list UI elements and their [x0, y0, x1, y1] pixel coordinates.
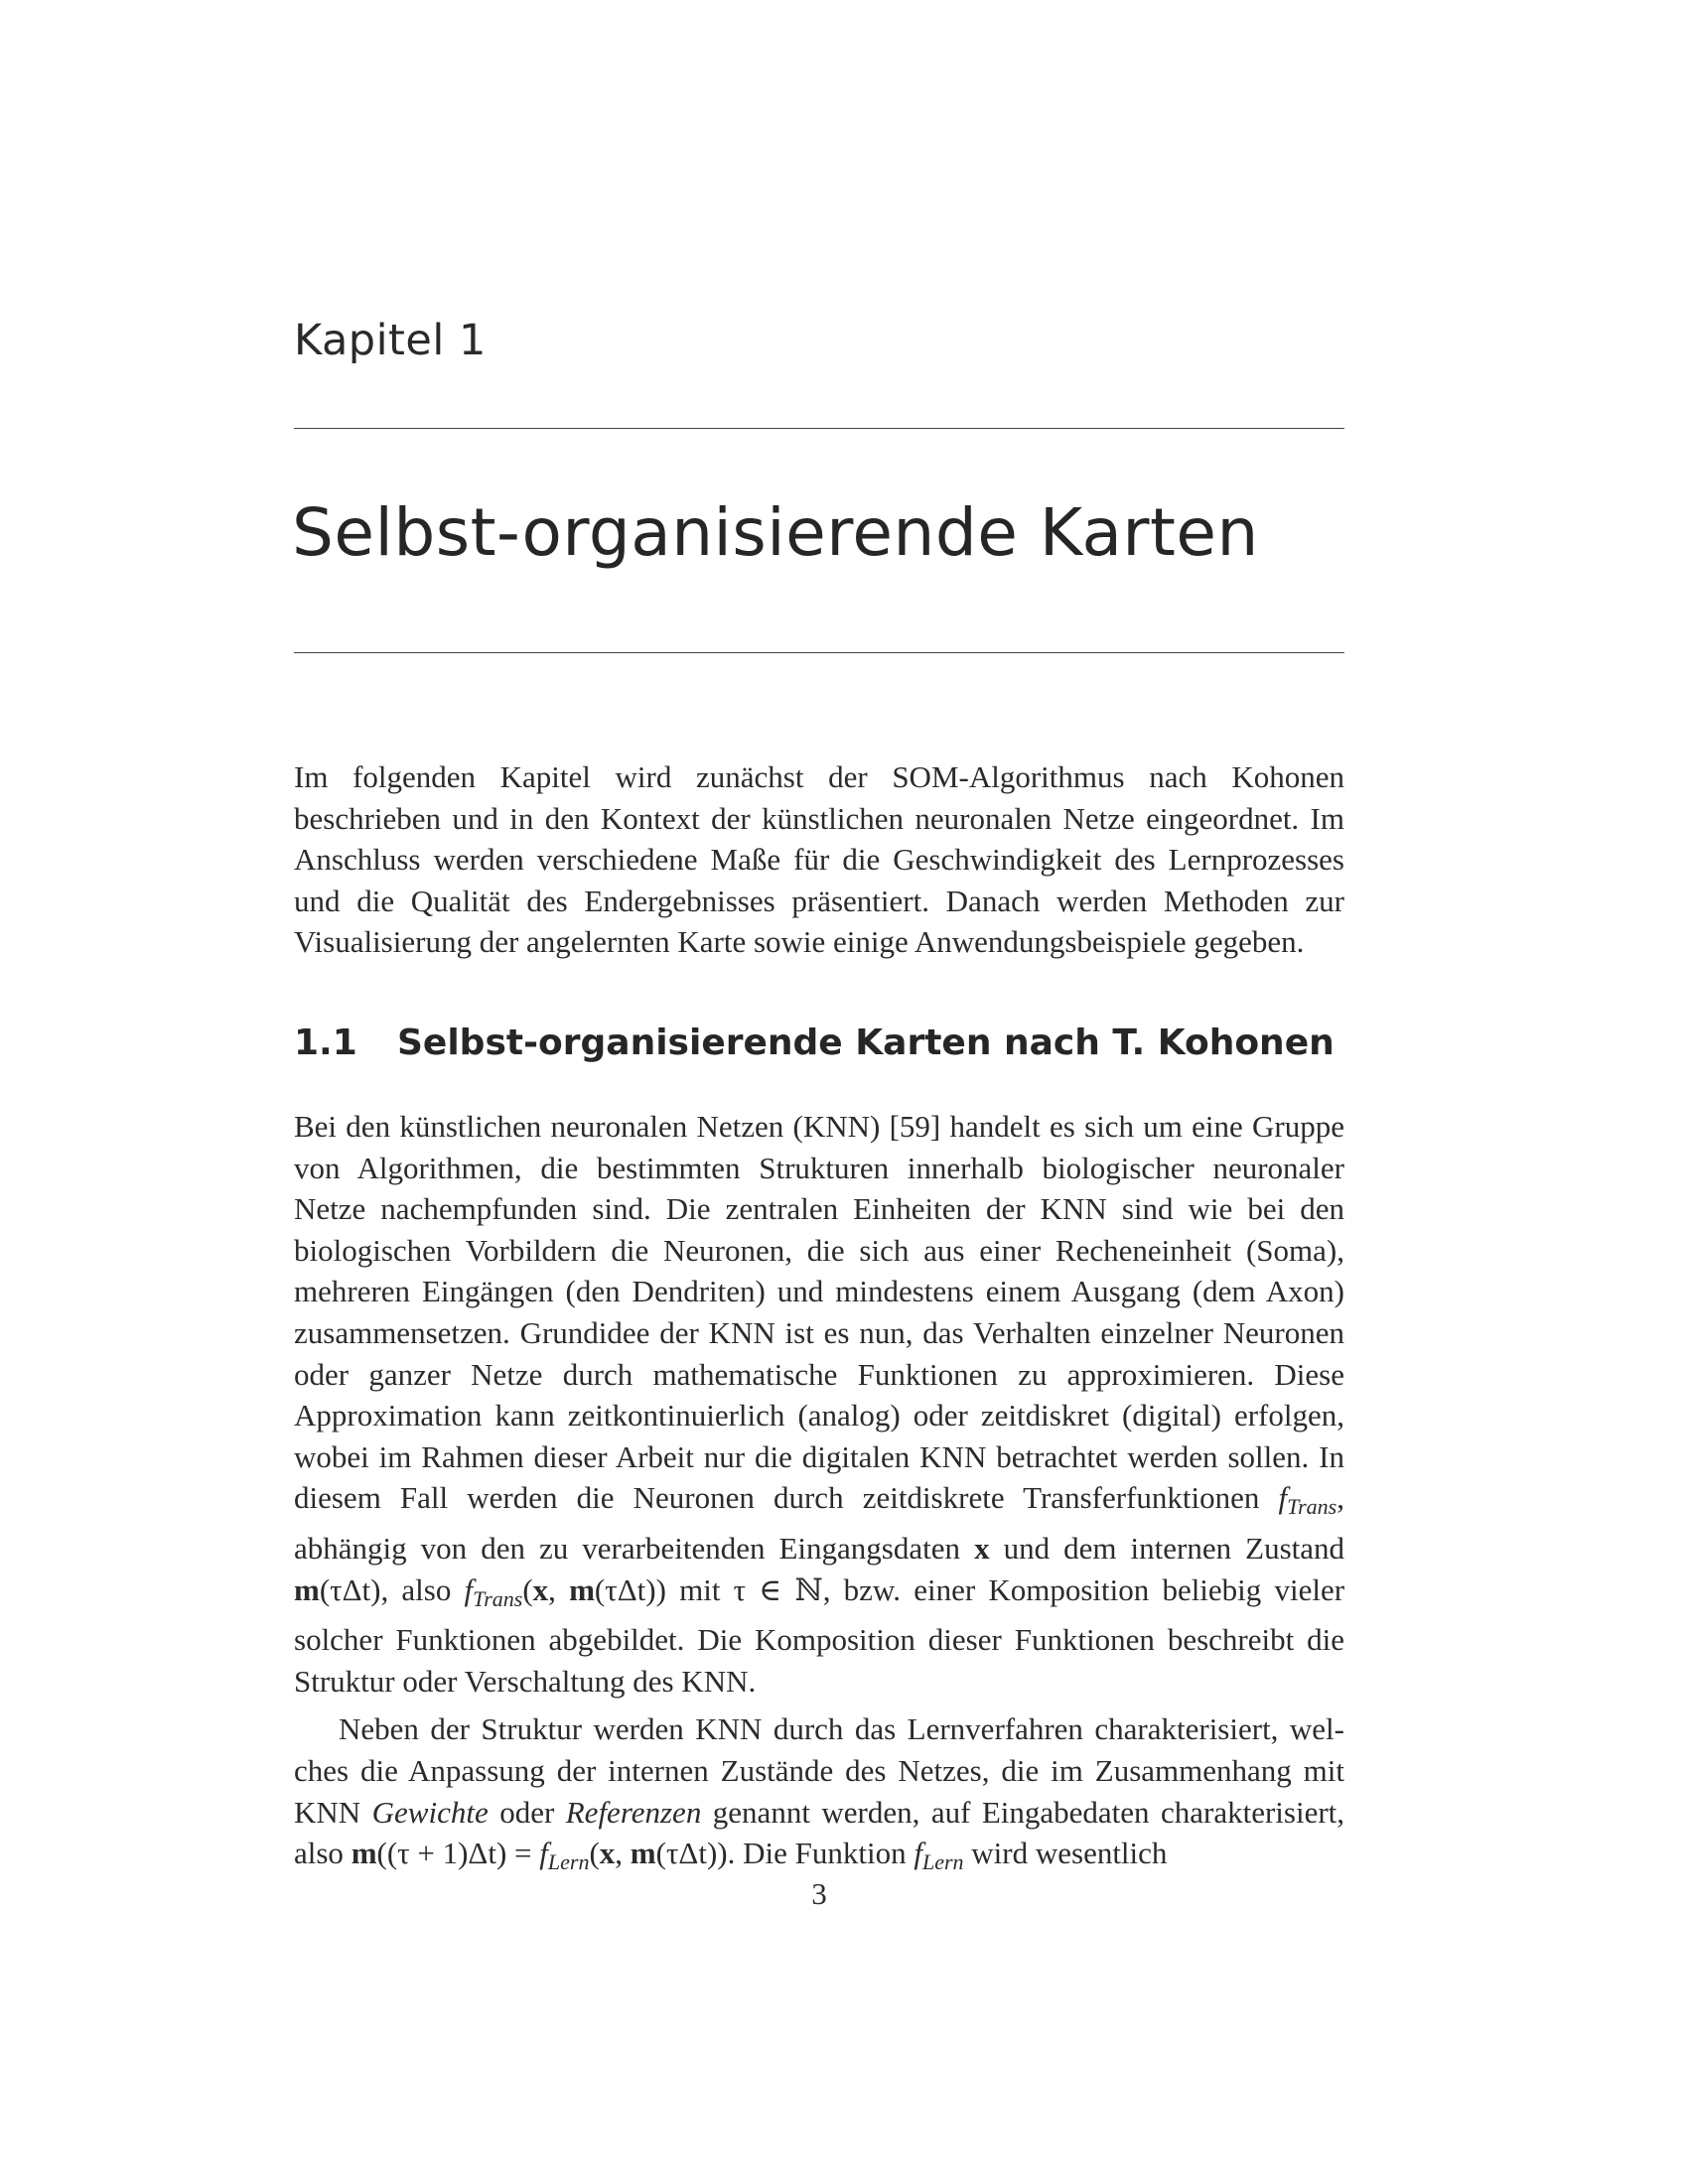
- intro-paragraph: Im folgenden Kapitel wird zunächst der SOM-Algorithmus nach Kohonen beschrieben und in den Kontext der künstlichen neuronalen Netze eingeordnet. Im Anschluss werden verschiedene Maße für die Geschwindigkeit des Lernprozesses und die Qualität des Endergebnisses präsentiert. Danach werden Methoden zur Visualisierung der angelernten Karte sowie einige Anwendungsbeispiele gegeben.: [294, 759, 1344, 960]
- p1-text-5: mit: [679, 1571, 721, 1607]
- top-divider: [294, 428, 1344, 429]
- p1-text-6: , bzw. einer Komposition beliebig vieler solcher Funktionen abgebildet. Die Komposition dieser Funktionen beschreibt die Struktur oder Verschaltung des KNN.: [294, 1571, 1345, 1699]
- chapter-intro: [294, 756, 1344, 963]
- p2-text-5: wird wesentlich: [971, 1836, 1168, 1871]
- p1-text-1: Bei den künstlichen neuronalen Netzen (KNN) [59] handelt es sich um eine Gruppe von Algorithmen, die bestimmten Strukturen innerhalb biologischer neuronaler Netze nachempfunden sind. Die zentralen Einheiten der KNN sind wie bei den biologischen Vorbildern die Neuronen, die sich aus einer Recheneinheit (Soma), mehreren Eingängen (den Dendriten) und mindestens einem Ausgang (dem Axon) zusammensetzen. Grundidee der KNN ist es nun, das Verhalten einzelner Neuronen oder ganzer Netze durch mathematische Funktionen zu approximieren. Diese Approximation kann zeitkontinuierlich (analog) oder zeitdiskret (digital) erfolgen, wobei im Rahmen dieser Arbeit nur die digitalen KNN betrachtet werden sollen. In diesem Fall werden die Neuronen durch zeitdiskrete Transferfunktionen: [294, 1109, 1344, 1516]
- math-learning-rule: m((τ + 1)Δt) = fLern(x, m(τΔt)): [351, 1836, 728, 1875]
- section-title: Selbst-organisierende Karten nach T. Kohonen: [397, 1023, 1335, 1063]
- bottom-divider: [294, 652, 1344, 653]
- p1-text-3: und dem internen Zustand: [1003, 1530, 1345, 1566]
- p2-text-4: . Die Funktion: [727, 1836, 907, 1871]
- p1-text-4: , also: [380, 1571, 452, 1607]
- term-gewichte: Gewichte: [371, 1794, 489, 1830]
- math-f-trans-expr: fTrans(x, m(τΔt)): [464, 1571, 666, 1611]
- math-m-tau: m(τΔt): [294, 1571, 381, 1607]
- p1-text-2: , abhängig von den zu verarbeitenden Eingangsdaten: [294, 1480, 1344, 1566]
- math-tau-in-n: τ ∈ ℕ: [733, 1571, 823, 1607]
- body-paragraph-2: [294, 1708, 1344, 1882]
- p2-text-1: Neben der Struktur werden KNN durch das Lernverfahren charakterisiert, welches die Anpassung der internen Zustände des Netzes, die im Zusammenhang mit KNN: [294, 1711, 1344, 1830]
- p2-text-2: oder: [499, 1794, 555, 1830]
- section-number: 1.1: [294, 1023, 357, 1063]
- section-body: [294, 1106, 1344, 1883]
- page-number: 3: [811, 1876, 827, 1911]
- math-x: x: [974, 1530, 990, 1566]
- section-heading: [294, 1023, 1335, 1063]
- math-f-trans: fTrans: [1278, 1480, 1337, 1520]
- chapter-title: Selbst-organisierende Karten: [292, 494, 1259, 571]
- chapter-label: Kapitel 1: [294, 316, 487, 365]
- body-paragraph-1: [294, 1106, 1344, 1702]
- term-referenzen: Referenzen: [565, 1794, 702, 1830]
- math-f-lern: fLern: [914, 1836, 964, 1875]
- p2-text-3: genannt werden, auf Eingabedaten charakterisiert, also: [294, 1794, 1345, 1871]
